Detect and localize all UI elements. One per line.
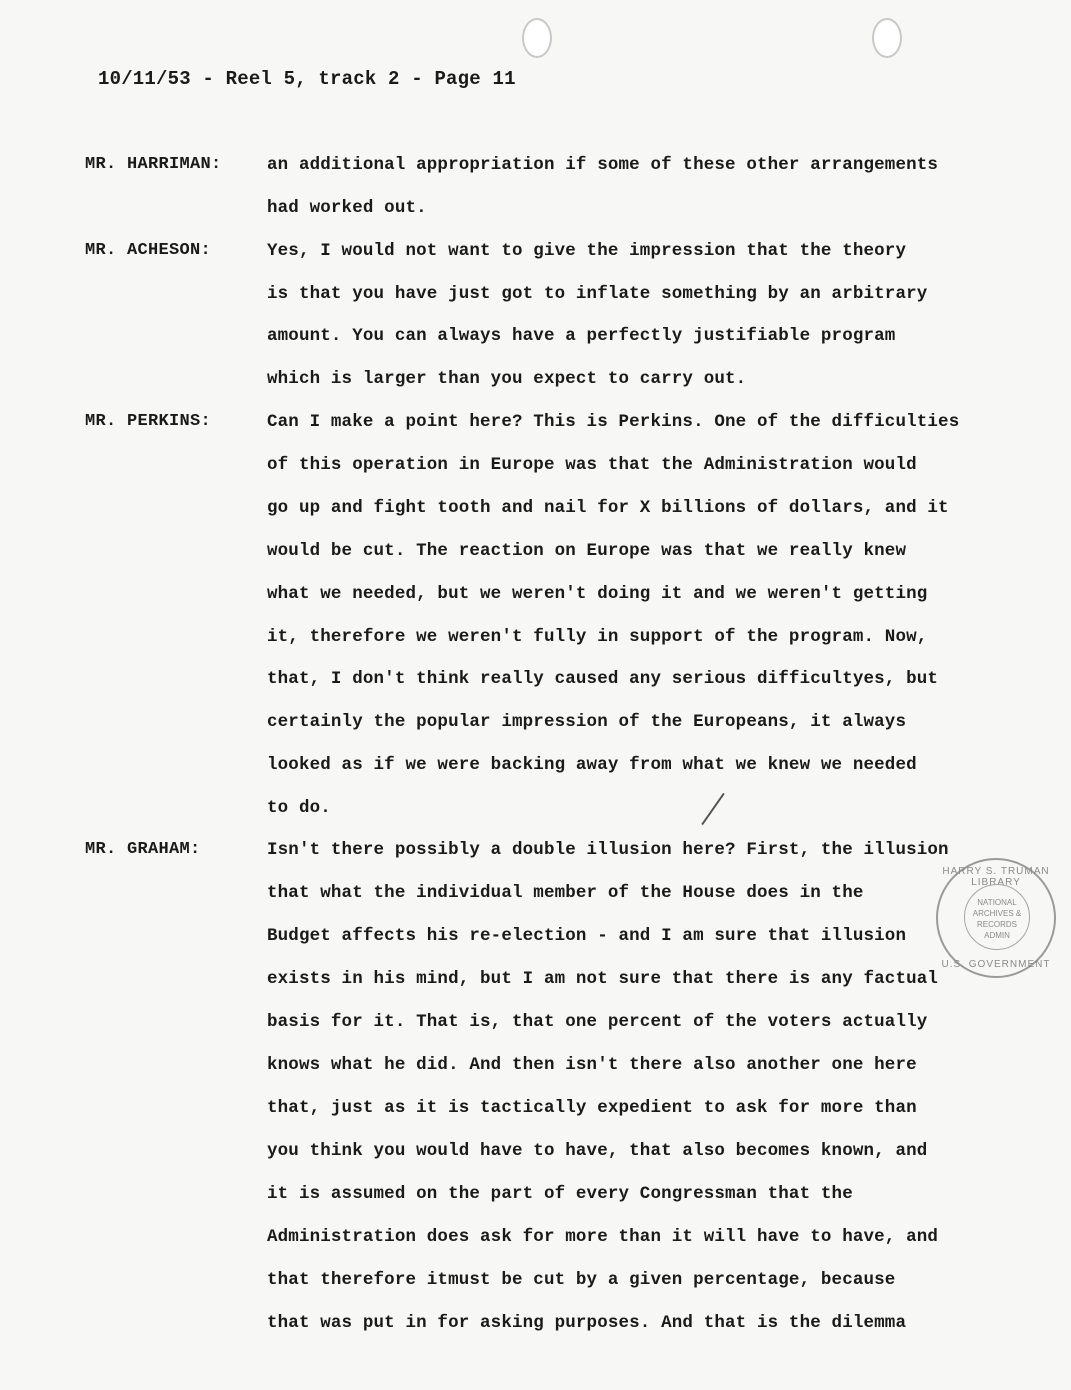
- transcript-line: that, just as it is tactically expedient to ask for more than: [267, 1098, 917, 1118]
- transcript-line: that therefore itmust be cut by a given percentage, because: [267, 1270, 896, 1290]
- transcript-line: go up and fight tooth and nail for X billions of dollars, and it: [267, 498, 949, 518]
- pen-mark: [701, 793, 724, 825]
- speaker-acheson: MR. ACHESON:: [85, 241, 212, 260]
- stamp-line: RECORDS: [976, 920, 1017, 929]
- transcript-line: that, I don't think really caused any serious difficultyes, but: [267, 669, 939, 689]
- transcript-line: an additional appropriation if some of these other arrangements: [267, 155, 939, 175]
- transcript-line: knows what he did. And then isn't there also another one here: [267, 1055, 917, 1075]
- transcript-line: basis for it. That is, that one percent of the voters actually: [267, 1012, 928, 1032]
- transcript-line: which is larger than you expect to carry out.: [267, 369, 747, 389]
- speaker-perkins: MR. PERKINS:: [85, 412, 212, 431]
- transcript-line: amount. You can always have a perfectly justifiable program: [267, 326, 896, 346]
- transcript-line: certainly the popular impression of the Europeans, it always: [267, 712, 907, 732]
- transcript-line: had worked out.: [267, 198, 427, 218]
- transcript-line: Administration does ask for more than it will have to have, and: [267, 1227, 939, 1247]
- transcript-line: what we needed, but we weren't doing it and we weren't getting: [267, 584, 928, 604]
- page-header: 10/11/53 - Reel 5, track 2 - Page 11: [98, 68, 516, 90]
- stamp-top-text: HARRY S. TRUMAN LIBRARY: [942, 866, 1050, 888]
- stamp-line: ADMIN: [984, 931, 1010, 940]
- transcript-line: Budget affects his re-election - and I am sure that illusion: [267, 926, 907, 946]
- stamp-inner: [964, 884, 1030, 950]
- stamp-bottom-text: U.S. GOVERNMENT: [941, 959, 1051, 970]
- transcript-line: it is assumed on the part of every Congressman that the: [267, 1184, 853, 1204]
- transcript-line: you think you would have to have, that also becomes known, and: [267, 1141, 928, 1161]
- transcript-line: would be cut. The reaction on Europe was that we really knew: [267, 541, 907, 561]
- transcript-line: to do.: [267, 798, 331, 818]
- transcript-line: Yes, I would not want to give the impression that the theory: [267, 241, 907, 261]
- speaker-harriman: MR. HARRIMAN:: [85, 155, 222, 174]
- transcript-line: that what the individual member of the House does in the: [267, 883, 864, 903]
- transcript-line: Can I make a point here? This is Perkins. One of the difficulties: [267, 412, 960, 432]
- archive-stamp: [936, 858, 1056, 978]
- transcript-line: looked as if we were backing away from what we knew we needed: [267, 755, 917, 775]
- punch-hole-left: [522, 18, 552, 58]
- speaker-graham: MR. GRAHAM:: [85, 840, 201, 859]
- transcript-line: of this operation in Europe was that the Administration would: [267, 455, 917, 475]
- transcript-line: that was put in for asking purposes. And that is the dilemma: [267, 1313, 907, 1333]
- transcript-line: is that you have just got to inflate something by an arbitrary: [267, 284, 928, 304]
- stamp-line: ARCHIVES &: [972, 909, 1022, 918]
- transcript-line: Isn't there possibly a double illusion here? First, the illusion: [267, 840, 949, 860]
- stamp-line: NATIONAL: [977, 898, 1017, 907]
- transcript-line: exists in his mind, but I am not sure that there is any factual: [267, 969, 939, 989]
- transcript-line: it, therefore we weren't fully in support of the program. Now,: [267, 627, 928, 647]
- punch-hole-right: [872, 18, 902, 58]
